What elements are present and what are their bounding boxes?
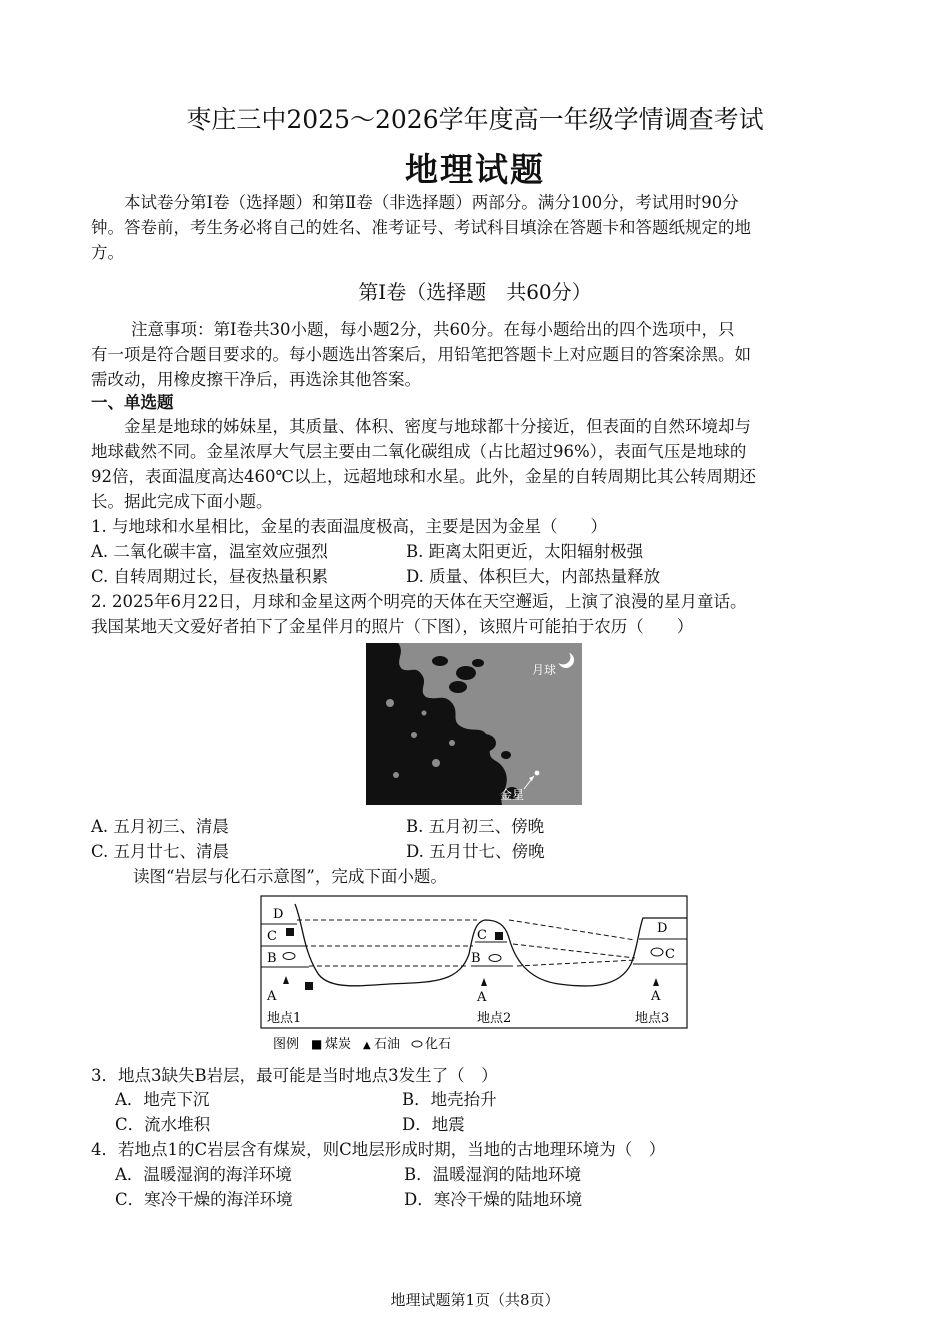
site-label-2: 地点2 (477, 1011, 512, 1026)
venus-moon-photo (366, 643, 582, 805)
q1-option-a[interactable]: A. 二氧化碳丰富，温室效应强烈 (91, 542, 328, 561)
moon-label: 月球 (532, 663, 557, 677)
q3-option-a[interactable]: A．地壳下沉 (115, 1090, 210, 1109)
q1-option-d[interactable]: D. 质量、体积巨大，内部热量释放 (406, 567, 661, 586)
q4-option-d[interactable]: D．寒冷干燥的陆地环境 (404, 1190, 583, 1209)
notes-line-2: 有一项是符合题目要求的。每小题选出答案后，用铅笔把答题卡上对应题目的答案涂黑。如 (91, 345, 751, 364)
legend-oil-symbol: ▲ (363, 1040, 371, 1051)
site1-layer-b: B (267, 951, 277, 966)
site2-layer-a: A (477, 990, 487, 1005)
venus-label: 金星 (500, 788, 525, 802)
q4-stem: 4．若地点1的C岩层含有煤炭，则C地层形成时期，当地的古地理环境为（ ） (91, 1140, 666, 1159)
q4-option-b[interactable]: B．温暖湿润的陆地环境 (404, 1165, 582, 1184)
venus-point (535, 771, 540, 776)
rock-layer-svg (259, 894, 691, 1056)
q3-option-d[interactable]: D．地震 (402, 1115, 465, 1134)
fossil-icon (651, 948, 663, 956)
exam-title: 枣庄三中2025～2026学年度高一年级学情调查考试 (186, 105, 764, 134)
site2-layer-b: B (471, 951, 481, 966)
legend-coal-symbol: ■ (311, 1037, 323, 1051)
q2-option-b[interactable]: B. 五月初三、傍晚 (406, 817, 545, 836)
q2-option-a[interactable]: A. 五月初三、清晨 (91, 817, 229, 836)
site3-layer-d: D (657, 921, 668, 936)
fossil-icon (489, 955, 501, 962)
section-title: 第Ⅰ卷（选择题 共60分） (358, 280, 592, 304)
passage1-line-4: 长。据此完成下面小题。 (91, 492, 273, 511)
q4-option-a[interactable]: A．温暖湿润的海洋环境 (115, 1165, 292, 1184)
legend-oil: 石油 (374, 1037, 401, 1052)
coal-icon (305, 982, 313, 990)
section-heading: 一、单选题 (91, 393, 174, 412)
site1-layer-c: C (267, 929, 277, 944)
legend-prefix: 图例 (273, 1037, 300, 1052)
q1-stem: 1. 与地球和水星相比，金星的表面温度极高，主要是因为金星（ ） (91, 517, 607, 536)
passage1-line-1: 金星是地球的姊妹星，其质量、体积、密度与地球都十分接近，但表面的自然环境却与 (124, 417, 751, 436)
legend-fossil-icon (412, 1041, 422, 1047)
fossil-icon (283, 953, 295, 960)
subject-title: 地理试题 (405, 150, 545, 189)
site3-layer-a: A (651, 989, 661, 1004)
q3-option-c[interactable]: C．流水堆积 (115, 1115, 211, 1134)
site1-layer-a: A (267, 989, 277, 1004)
oil-icon (481, 978, 487, 986)
site1-layer-d: D (273, 907, 284, 922)
coal-icon (495, 932, 503, 940)
passage1-line-3: 92倍，表面温度高达460℃以上，远超地球和水星。此外，金星的自转周期比其公转周期还 (91, 467, 756, 486)
site2-layer-c: C (477, 928, 487, 943)
q2-stem-line-2: 我国某地天文爱好者拍下了金星伴月的照片（下图），该照片可能拍于农历（ ） (91, 617, 694, 636)
q1-option-b[interactable]: B. 距离太阳更近，太阳辐射极强 (406, 542, 644, 561)
site3-layer-c: C (665, 947, 675, 962)
q3-stem: 3．地点3缺失B岩层，最可能是当时地点3发生了（ ） (91, 1066, 498, 1085)
q2-option-c[interactable]: C. 五月廿七、清晨 (91, 842, 230, 861)
terrain-surface (295, 904, 687, 986)
q2-stem-line-1: 2. 2025年6月22日，月球和金星这两个明亮的天体在天空邂逅，上演了浪漫的星月童话。 (91, 592, 747, 611)
passage1-line-2: 地球截然不同。金星浓厚大气层主要由二氧化碳组成（占比超过96%），表面气压是地球的 (91, 442, 747, 461)
q1-option-c[interactable]: C. 自转周期过长，昼夜热量积累 (91, 567, 329, 586)
intro-line-3: 方。 (91, 243, 124, 262)
q2-option-d[interactable]: D. 五月廿七、傍晚 (406, 842, 545, 861)
site-label-1: 地点1 (267, 1011, 302, 1026)
passage2: 读图“岩层与化石示意图”，完成下面小题。 (133, 867, 447, 886)
legend-coal: 煤炭 (325, 1037, 352, 1052)
intro-line-1: 本试卷分第Ⅰ卷（选择题）和第Ⅱ卷（非选择题）两部分。满分100分，考试用时90分 (124, 193, 739, 212)
site-label-3: 地点3 (635, 1011, 670, 1026)
notes-line-1: 注意事项：第Ⅰ卷共30小题，每小题2分，共60分。在每小题给出的四个选项中，只 (131, 320, 735, 339)
photo-svg (366, 643, 582, 805)
q3-option-b[interactable]: B．地壳抬升 (402, 1090, 497, 1109)
q4-option-c[interactable]: C．寒冷干燥的海洋环境 (115, 1190, 293, 1209)
intro-line-2: 钟。答卷前，考生务必将自己的姓名、准考证号、考试科目填涂在答题卡和答题纸规定的地 (91, 218, 751, 237)
rock-layer-diagram (259, 894, 691, 1056)
oil-icon (653, 978, 659, 986)
coal-icon (286, 928, 294, 936)
notes-line-3: 需改动，用橡皮擦干净后，再选涂其他答案。 (91, 370, 421, 389)
legend-fossil: 化石 (425, 1037, 452, 1052)
page-footer: 地理试题第1页（共8页） (390, 1291, 560, 1309)
oil-icon (283, 976, 289, 984)
